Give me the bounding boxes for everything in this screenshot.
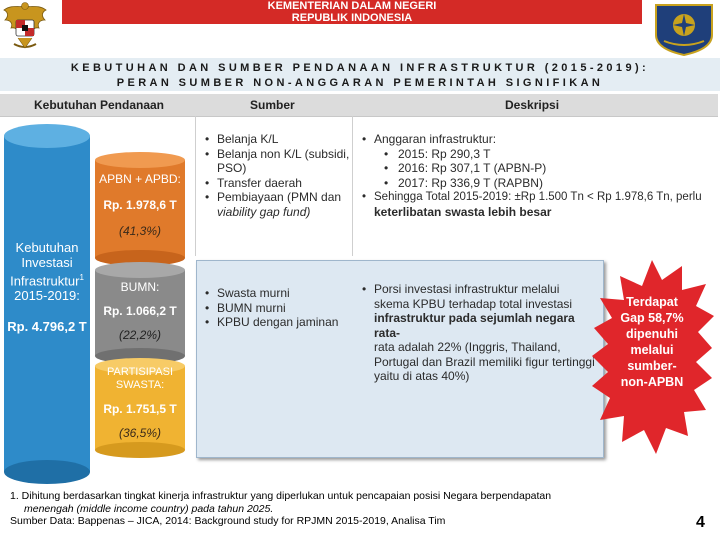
bullet-icon: • xyxy=(362,282,367,296)
description-line: skema KPBU terhadap total investasi xyxy=(374,296,573,311)
total-label-line-3 xyxy=(4,270,90,288)
source-item: viability gap fund) xyxy=(217,204,311,219)
list-item xyxy=(205,176,355,191)
total-amount: Rp. 4.796,2 T xyxy=(7,319,87,335)
description-line: rata adalah 22% (Inggris, Thailand, xyxy=(374,340,561,354)
source-item: Transfer daerah xyxy=(217,175,302,190)
segment-bumn-amount: Rp. 1.066,2 T xyxy=(103,304,177,318)
list-item xyxy=(362,132,712,147)
description-sub-item: 2016: Rp 307,1 T (APBN-P) xyxy=(398,161,547,175)
bullet-icon: • xyxy=(362,132,367,146)
segment-bumn-percent: (22,2%) xyxy=(118,328,162,342)
segment-swasta-text xyxy=(95,366,185,440)
starburst-line: melalui xyxy=(630,343,674,357)
starburst-line: dipenuhi xyxy=(625,327,679,341)
bullet-icon: • xyxy=(205,132,210,146)
column-header-needs: Kebutuhan Pendanaan xyxy=(34,98,165,112)
source-item: Pembiayaan (PMN dan xyxy=(217,190,342,204)
segment-bumn-text xyxy=(95,280,185,342)
segment-swasta-amount: Rp. 1.751,5 T xyxy=(103,402,177,416)
description-line: Portugal dan Brazil memiliki figur tertinggi xyxy=(374,354,595,369)
segment-apbn-label: APBN + APBD: xyxy=(99,172,181,186)
footnote-line-1: 1. Dihitung berdasarkan tingkat kinerja infrastruktur yang diperlukan untuk pencapaian posisi Negara berpendapatan xyxy=(10,490,552,502)
source-item: Swasta murni xyxy=(217,286,290,300)
page-title: KEBUTUHAN DAN SUMBER PENDANAAN INFRASTRUKTUR (2015-2019): xyxy=(70,62,650,74)
bullet-icon: • xyxy=(205,300,210,315)
footnote-line-2: menengah (middle income country) pada tahun 2025. xyxy=(24,502,274,515)
segment-apbn-percent: (41,3%) xyxy=(118,224,162,238)
list-item xyxy=(362,147,712,162)
list-item xyxy=(205,301,355,316)
total-label-line-1: Kebutuhan xyxy=(15,240,79,255)
header-line-1: KEMENTERIAN DALAM NEGERI xyxy=(267,0,437,12)
source-item: KPBU dengan jaminan xyxy=(217,315,339,329)
bullet-icon: • xyxy=(205,190,210,204)
page-number: 4 xyxy=(696,514,705,531)
footnote-source: Sumber Data: Bappenas – JICA, 2014: Background study for RPJMN 2015-2019, Analisa Tim xyxy=(10,515,446,527)
starburst-line: non-APBN xyxy=(620,375,684,389)
bullet-icon: • xyxy=(205,175,210,190)
footnote-marker: 1 xyxy=(79,273,84,282)
description-top xyxy=(362,132,712,219)
description-total-line-2: keterlibatan swasta lebih besar xyxy=(374,204,552,219)
bullet-icon: • xyxy=(384,175,389,190)
source-item: BUMN murni xyxy=(217,300,286,315)
segment-swasta-label-2: SWASTA: xyxy=(115,379,165,391)
description-total-line-1: Sehingga Total 2015-2019: ±Rp 1.500 Tn < Rp 1.978,6 Tn, perlu xyxy=(374,191,702,203)
list-item-continuation xyxy=(205,161,355,176)
column-divider-1 xyxy=(195,116,196,256)
segment-swasta-label-1: PARTISIPASI xyxy=(106,366,174,378)
list-item xyxy=(362,282,602,297)
source-item: Belanja non K/L (subsidi, xyxy=(217,146,350,161)
description-head: Anggaran infrastruktur: xyxy=(374,132,497,146)
total-label xyxy=(4,240,90,334)
bullet-icon: • xyxy=(384,146,389,161)
sources-top-list xyxy=(205,132,355,219)
starburst-text xyxy=(604,294,700,390)
total-label-line-2: Investasi xyxy=(21,255,73,270)
bullet-icon: • xyxy=(205,146,210,161)
description-line: Porsi investasi infrastruktur melalui xyxy=(374,282,560,296)
header-line-2: REPUBLIK INDONESIA xyxy=(291,12,413,24)
description-sub-item: 2017: Rp 336,9 T (RAPBN) xyxy=(398,175,543,190)
list-item xyxy=(205,147,355,162)
starburst-line: Terdapat xyxy=(626,295,678,309)
segment-swasta-percent: (36,5%) xyxy=(118,426,162,440)
bullet-icon: • xyxy=(384,161,389,175)
list-item xyxy=(362,161,712,176)
starburst-line: sumber- xyxy=(627,359,677,373)
list-item xyxy=(205,286,355,301)
column-header-sources: Sumber xyxy=(250,98,295,112)
segment-bumn-label: BUMN: xyxy=(120,280,160,294)
list-item xyxy=(205,132,355,147)
list-item-continuation xyxy=(205,205,355,220)
column-header-description: Deskripsi xyxy=(505,98,560,112)
source-item: Belanja K/L xyxy=(217,132,279,146)
description-sub-item: 2015: Rp 290,3 T xyxy=(398,146,491,161)
total-label-line-3-text: Infrastruktur xyxy=(10,273,80,289)
list-item xyxy=(362,190,712,205)
list-item-continuation xyxy=(362,205,712,220)
bullet-icon: • xyxy=(362,191,367,203)
list-item xyxy=(362,176,712,191)
total-label-line-4: 2015-2019: xyxy=(14,288,80,304)
description-line: infrastruktur pada sejumlah negara rata- xyxy=(374,311,575,340)
header-red-band xyxy=(62,0,642,24)
bullet-icon: • xyxy=(205,315,210,329)
garuda-emblem-icon xyxy=(0,0,50,56)
kemendagri-emblem-icon xyxy=(650,1,718,57)
page-subtitle: PERAN SUMBER NON-ANGGARAN PEMERINTAH SIGNIFIKAN xyxy=(116,77,604,89)
description-bottom xyxy=(362,282,602,384)
list-item xyxy=(205,315,355,330)
footnote xyxy=(10,490,700,528)
bullet-icon: • xyxy=(205,286,210,300)
description-line: yaitu di atas 40%) xyxy=(374,369,470,383)
segment-apbn-text xyxy=(95,172,185,238)
list-item xyxy=(205,190,355,205)
segment-apbn-amount: Rp. 1.978,6 T xyxy=(103,198,177,212)
sources-bottom-list xyxy=(205,286,355,330)
source-item: PSO) xyxy=(217,161,247,175)
starburst-line: Gap 58,7% xyxy=(620,311,684,325)
